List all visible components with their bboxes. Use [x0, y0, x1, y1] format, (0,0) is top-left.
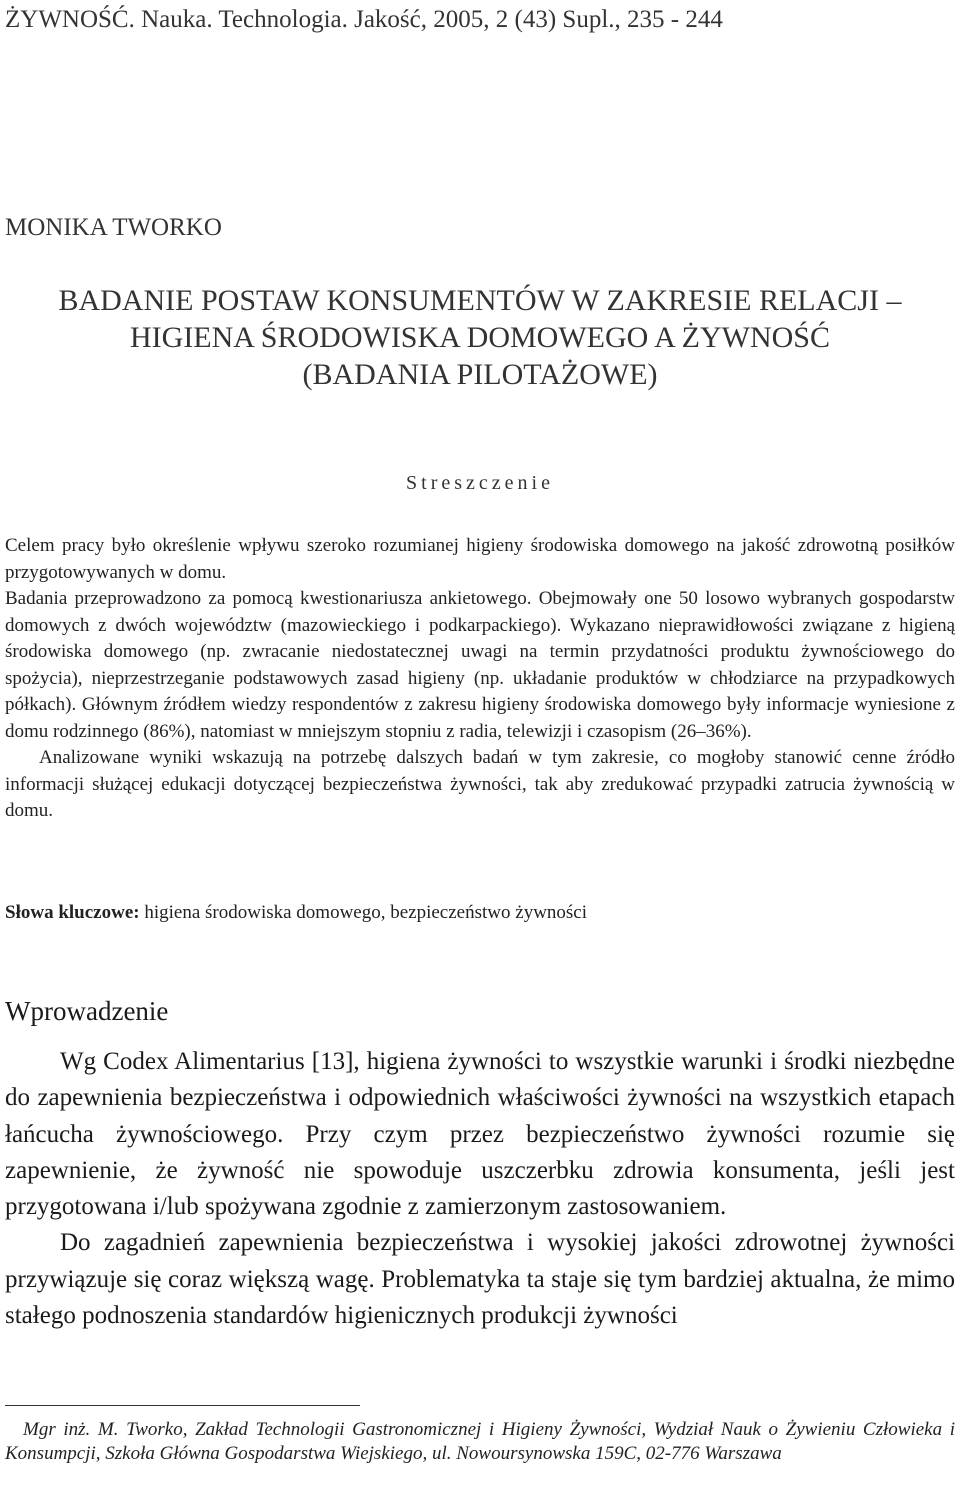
keywords-label: Słowa kluczowe: — [5, 902, 140, 923]
author-affiliation-footnote — [5, 1418, 955, 1466]
footnote-divider — [5, 1405, 360, 1406]
abstract-paragraph-3: Analizowane wyniki wskazują na potrzebę dalszych badań w tym zakresie, co mogłoby stanowić cenne źródło informacji służącej edukacji dotyczącej bezpieczeństwa żywności, tak aby zredukować przypadki zatrucia żywnością w domu. — [5, 747, 955, 821]
journal-header: ŻYWNOŚĆ. Nauka. Technologia. Jakość, 2005, 2 (43) Supl., 235 - 244 — [5, 6, 723, 33]
introduction-body — [5, 1044, 955, 1334]
keywords-value: higiena środowiska domowego, bezpieczeństwo żywności — [144, 902, 588, 923]
abstract-paragraph-2: Badania przeprowadzono za pomocą kwestionariusza ankietowego. Obejmowały one 50 losowo wybranych gospodarstw domowych z dwóch województw (mazowieckiego i podkarpackiego). Wykazano nieprawidłowości związane z higieną środowiska domowego (np. zwracanie niedostatecznej uwagi na termin przydatności produktu żywnościowego do spożycia), nieprzestrzeganie podstawowych zasad higieny (np. układanie produktów w chłodziarce na przypadkowych półkach). Głównym źródłem wiedzy respondentów z zakresu higieny środowiska domowego były informacje wyniesione z domu rodzinnego (86%), natomiast w mniejszym stopniu z radia, telewizji i czasopism (26–36%). — [5, 588, 955, 742]
keywords — [5, 900, 955, 926]
title-line-2: HIGIENA ŚRODOWISKA DOMOWEGO A ŻYWNOŚĆ — [130, 321, 830, 354]
title-line-1: BADANIE POSTAW KONSUMENTÓW W ZAKRESIE RELACJI – — [58, 284, 902, 317]
intro-paragraph-1: Wg Codex Alimentarius [13], higiena żywności to wszystkie warunki i środki niezbędne do zapewnienia bezpieczeństwa i odpowiednich właściwości żywności na wszystkich etapach łańcucha żywnościowego. Przy czym przez bezpieczeństwo żywności rozumie się zapewnienie, że żywność nie spowoduje uszczerbku zdrowia konsumenta, jeśli jest przygotowana i/lub spożywana zgodnie z zamierzonym zastosowaniem. — [5, 1048, 955, 1221]
footnote-text: Mgr inż. M. Tworko, Zakład Technologii Gastronomicznej i Higieny Żywności, Wydział Nauk o Żywieniu Człowieka i Konsumpcji, Szkoła Główna Gospodarstwa Wiejskiego, ul. Nowoursynowska 159C, 02-776 Warszawa — [5, 1419, 955, 1464]
article-title — [5, 282, 955, 393]
abstract-paragraph-1: Celem pracy było określenie wpływu szeroko rozumianej higieny środowiska domowego na jakość zdrowotną posiłków przygotowywanych w domu. — [5, 535, 955, 583]
abstract-heading: Streszczenie — [406, 472, 554, 494]
intro-paragraph-2: Do zagadnień zapewnienia bezpieczeństwa i wysokiej jakości zdrowotnej żywności przywiązuje się coraz większą wagę. Problematyka ta staje się tym bardziej aktualna, że mimo stałego podnoszenia standardów higienicznych produkcji żywności — [5, 1229, 955, 1330]
author-name: MONIKA TWORKO — [5, 214, 222, 241]
section-heading-introduction: Wprowadzenie — [5, 996, 169, 1026]
title-line-3: (BADANIA PILOTAŻOWE) — [302, 358, 658, 391]
abstract — [5, 533, 955, 825]
